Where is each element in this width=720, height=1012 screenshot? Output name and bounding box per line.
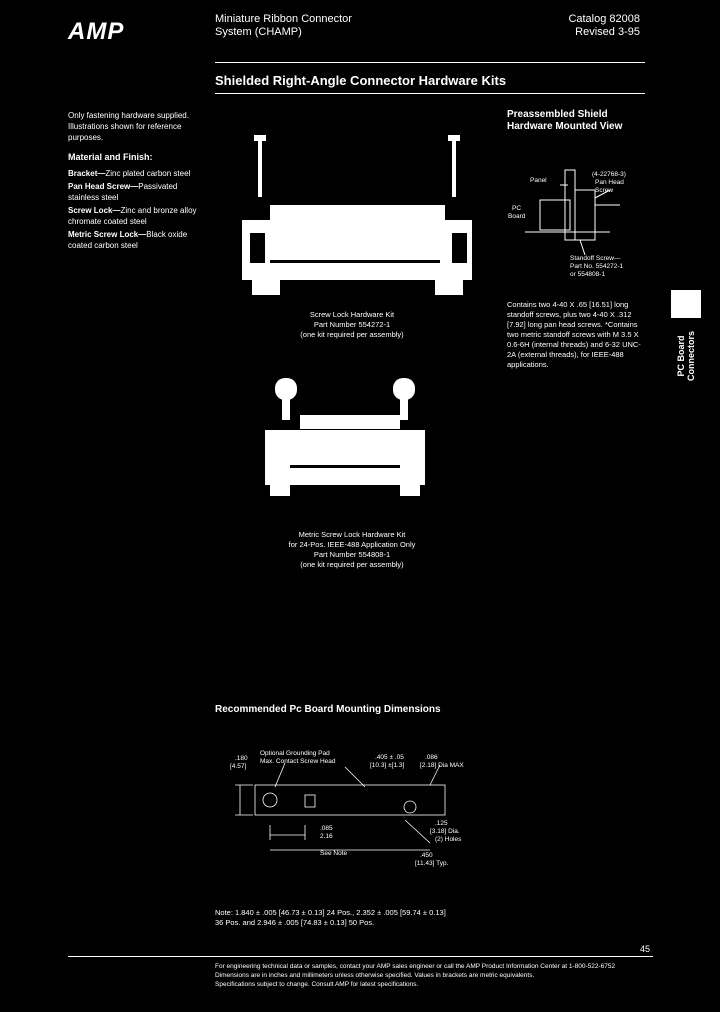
footer-line: Dimensions are in inches and millimeters unless otherwise specified. Values in brackets are metric equivalents.	[215, 972, 535, 979]
catalog-number: Catalog 82008	[568, 13, 640, 25]
material-text: Passivated stainless steel	[68, 182, 178, 202]
material-label: Screw Lock—	[68, 206, 121, 215]
dim-holes: (2) Holes	[435, 836, 462, 843]
dim-optional-2: Max. Contact Screw Head	[260, 758, 336, 765]
material-label: Pan Head Screw—	[68, 182, 139, 191]
product-title	[215, 13, 352, 39]
preassembled-title-line-1: Preassembled Shield	[507, 109, 608, 120]
product-line-2: System (CHAMP)	[215, 26, 302, 38]
kit-part-number: Part Number 554272-1	[313, 320, 391, 329]
kit-note: (one kit required per assembly)	[300, 330, 404, 339]
dim-085-metric: 2.16	[320, 833, 333, 840]
intro-text: Only fastening hardware supplied. Illustrations shown for reference purposes.	[68, 111, 189, 142]
section-tab-label	[666, 322, 706, 386]
footer-line: Specifications subject to change. Consult AMP for latest specifications.	[215, 981, 419, 988]
pan-head-label-3: Screw	[595, 187, 614, 194]
dim-405: .405 ± .05	[375, 754, 404, 761]
pan-head-label-2: Pan Head	[595, 179, 624, 186]
material-item	[68, 168, 208, 179]
mounting-dimensions-drawing	[225, 745, 485, 875]
dim-450: .450	[420, 852, 433, 859]
preassembled-title	[507, 109, 622, 133]
recommended-dimensions-title: Recommended Pc Board Mounting Dimensions	[215, 704, 441, 715]
footer	[215, 962, 655, 989]
revised-date: Revised 3-95	[575, 26, 640, 38]
amp-logo: AMP	[68, 18, 125, 45]
preassembled-title-line-2: Hardware Mounted View	[507, 121, 623, 132]
pan-head-label-1: (4-22768-3)	[592, 171, 626, 178]
dim-180: .180	[235, 755, 248, 762]
page-number: 45	[640, 944, 651, 954]
header-rule	[215, 62, 645, 63]
dim-086: .086	[425, 754, 438, 761]
screw-lock-kit-image	[230, 125, 480, 305]
dimension-note	[215, 908, 655, 928]
dimension-note-line-2: 36 Pos. and 2.946 ± .005 [74.83 ± 0.13] 50 Pos.	[215, 918, 375, 927]
standoff-label-1: Standoff Screw—	[570, 255, 621, 262]
dim-125: .125	[435, 820, 448, 827]
dim-450-metric: [11.43] Typ.	[415, 860, 449, 867]
kit-note: (one kit required per assembly)	[300, 560, 404, 569]
dimension-note-line-1: Note: 1.840 ± .005 [46.73 ± 0.13] 24 Pos., 2.352 ± .005 [59.74 ± 0.13]	[215, 908, 446, 917]
metric-screw-lock-caption	[232, 530, 472, 570]
material-item	[68, 181, 208, 203]
preassembled-diagram	[500, 160, 650, 290]
material-text: Zinc and bronze alloy chromate coated steel	[68, 206, 197, 226]
dim-086-metric: [2.18] Dia MAX	[420, 762, 464, 769]
materials-list	[68, 168, 208, 253]
kit-name: Screw Lock Hardware Kit	[309, 310, 395, 319]
kit-part-number: Part Number 554808-1	[313, 550, 391, 559]
section-tab-line-2: Connectors	[686, 331, 696, 382]
standoff-label-3: or 554808-1	[570, 271, 606, 278]
material-item	[68, 229, 208, 251]
material-label: Metric Screw Lock—	[68, 230, 147, 239]
material-item	[68, 205, 208, 227]
section-tab-line-1: PC Board	[676, 335, 686, 377]
kit-name: Metric Screw Lock Hardware Kit	[298, 530, 406, 539]
material-label: Bracket—	[68, 169, 106, 178]
dim-see-note: See Note	[320, 850, 348, 857]
footer-line: For engineering technical data or samples, contact your AMP sales engineer or call the AMP Product Information Center at 1-800-522-6752	[215, 963, 616, 970]
catalog-info	[520, 13, 640, 39]
section-tab-marker	[671, 290, 701, 318]
section-title: Shielded Right-Angle Connector Hardware Kits	[215, 73, 507, 88]
dim-180-metric: [4.57]	[230, 763, 247, 770]
kit-application: for 24-Pos. IEEE-488 Application Only	[288, 540, 416, 549]
dim-405-metric: [10.3] ±[1.3]	[370, 762, 405, 769]
dim-optional-1: Optional Grounding Pad	[260, 750, 330, 757]
panel-label: Panel	[530, 177, 547, 184]
kit-description: Contains two 4-40 X .65 [16.51] long standoff screws, plus two 4-40 X .312 [7.92] long pan head screws. *Contains two metric standoff screws with M 3.5 X 0.6-6H (internal threads) and 6-32 UNC-2A (external threads), for IEEE-488 applications.	[507, 300, 641, 369]
standoff-label-2: Part No. 554272-1	[570, 263, 624, 270]
material-text: Zinc plated carbon steel	[105, 169, 191, 178]
footer-rule	[68, 956, 653, 957]
screw-lock-caption	[232, 310, 472, 340]
pc-board-label-1: PC	[512, 205, 522, 212]
material-text: Black oxide coated carbon steel	[68, 230, 188, 250]
product-line-1: Miniature Ribbon Connector	[215, 13, 352, 25]
materials-heading: Material and Finish:	[68, 152, 153, 162]
dim-085: .085	[320, 825, 333, 832]
pc-board-label-2: Board	[508, 213, 526, 220]
section-rule	[215, 93, 645, 94]
dim-125-metric: [3.18] Dia.	[430, 828, 460, 835]
metric-screw-lock-kit-image	[255, 370, 455, 510]
